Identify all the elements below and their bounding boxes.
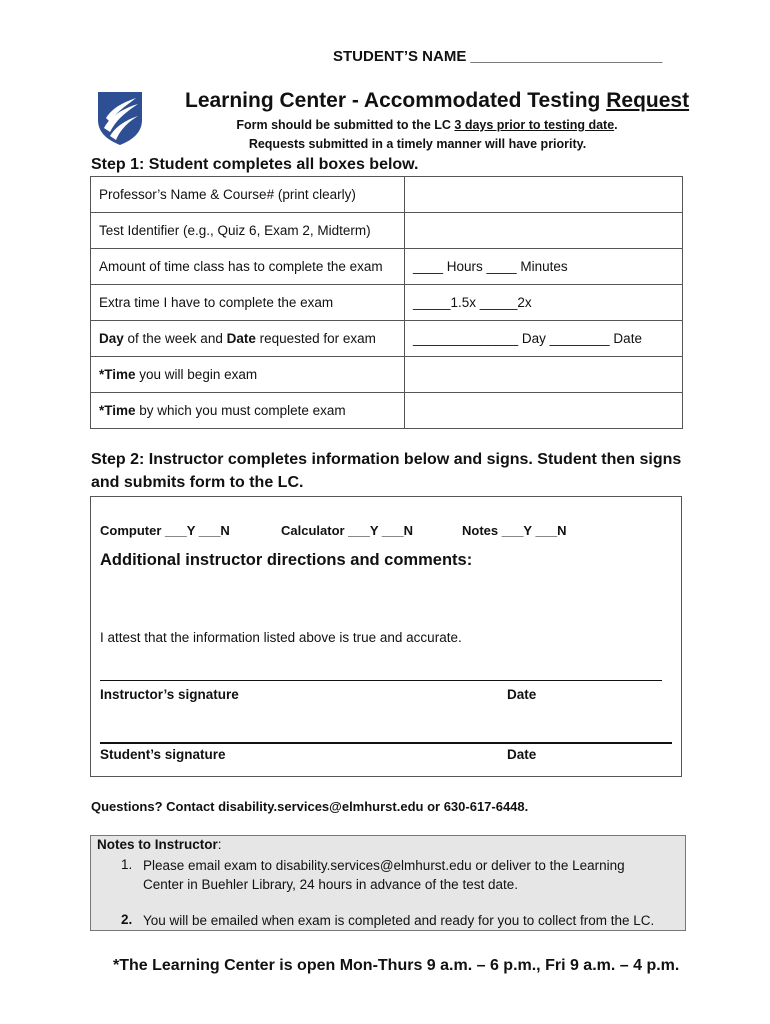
instructor-signature-label: Instructor’s signature <box>100 687 239 702</box>
label-text: requested for exam <box>255 331 376 346</box>
step2-heading: Step 2: Instructor completes information below and signs. Student then signs and submits form to the LC. <box>91 451 682 491</box>
sub1-pre: Form should be submitted to the LC <box>236 118 455 132</box>
label-day: Day <box>99 331 124 346</box>
row-label <box>91 321 405 357</box>
title-request: Request <box>606 89 690 112</box>
table-row <box>91 321 683 357</box>
note-1-line-1: Please email exam to disability.services@elmhurst.edu or deliver to the Learning <box>143 858 625 873</box>
instructor-signature-line[interactable] <box>100 680 662 681</box>
notes-title <box>97 837 222 852</box>
student-date-label: Date <box>507 747 537 762</box>
row-label: Extra time I have to complete the exam <box>91 285 405 321</box>
label-text: of the week and <box>123 331 227 346</box>
page-title <box>185 89 689 113</box>
calculator-yn[interactable]: Calculator ___Y ___N <box>281 523 413 538</box>
contact-info: Questions? Contact disability.services@elmhurst.edu or 630-617-6448. <box>91 799 529 814</box>
student-info-table <box>90 176 683 429</box>
note-1-number: 1. <box>121 857 133 872</box>
submit-deadline-note <box>0 118 770 132</box>
additional-directions-heading: Additional instructor directions and comments: <box>100 551 473 569</box>
table-row <box>91 213 683 249</box>
class-time-input[interactable]: ____ Hours ____ Minutes <box>405 249 683 285</box>
label-time: *Time <box>99 403 136 418</box>
label-text: you will begin exam <box>135 367 258 382</box>
notes-yn[interactable]: Notes ___Y ___N <box>462 523 567 538</box>
test-identifier-input[interactable] <box>405 213 683 249</box>
notes-title-colon: : <box>217 837 222 852</box>
label-date: Date <box>226 331 256 346</box>
table-row <box>91 357 683 393</box>
extra-time-input[interactable]: _____1.5x _____2x <box>405 285 683 321</box>
row-label: Amount of time class has to complete the exam <box>91 249 405 285</box>
complete-time-input[interactable] <box>405 393 683 429</box>
title-text: Learning Center - Accommodated Testing <box>185 89 607 112</box>
attest-statement: I attest that the information listed above is true and accurate. <box>100 630 462 645</box>
row-label <box>91 393 405 429</box>
step1-heading: Step 1: Student completes all boxes below. <box>91 156 419 173</box>
row-label <box>91 357 405 393</box>
note-2-text: You will be emailed when exam is completed and ready for you to collect from the LC. <box>143 913 655 928</box>
professor-course-input[interactable] <box>405 177 683 213</box>
student-signature-line[interactable] <box>100 742 672 744</box>
row-label: Test Identifier (e.g., Quiz 6, Exam 2, Midterm) <box>91 213 405 249</box>
table-row <box>91 393 683 429</box>
table-row <box>91 285 683 321</box>
label-text: by which you must complete exam <box>135 403 346 418</box>
student-name-field[interactable]: STUDENT’S NAME _______________________ <box>333 48 663 65</box>
note-2-number: 2. <box>121 912 133 927</box>
begin-time-input[interactable] <box>405 357 683 393</box>
computer-yn[interactable]: Computer ___Y ___N <box>100 523 230 538</box>
table-row <box>91 177 683 213</box>
sub1-deadline: 3 days prior to testing date <box>454 118 615 132</box>
learning-center-hours: *The Learning Center is open Mon-Thurs 9 a.m. – 6 p.m., Fri 9 a.m. – 4 p.m. <box>113 957 680 974</box>
note-1-line-2: Center in Buehler Library, 24 hours in advance of the test date. <box>143 877 518 892</box>
instructor-date-label: Date <box>507 687 537 702</box>
sub1-post: . <box>614 118 618 132</box>
student-signature-label: Student’s signature <box>100 747 226 762</box>
label-time: *Time <box>99 367 136 382</box>
table-row <box>91 249 683 285</box>
row-label: Professor’s Name & Course# (print clearly) <box>91 177 405 213</box>
notes-title-text: Notes to Instructor <box>97 837 218 852</box>
priority-note: Requests submitted in a timely manner will have priority. <box>248 137 587 151</box>
day-date-input[interactable]: ______________ Day ________ Date <box>405 321 683 357</box>
